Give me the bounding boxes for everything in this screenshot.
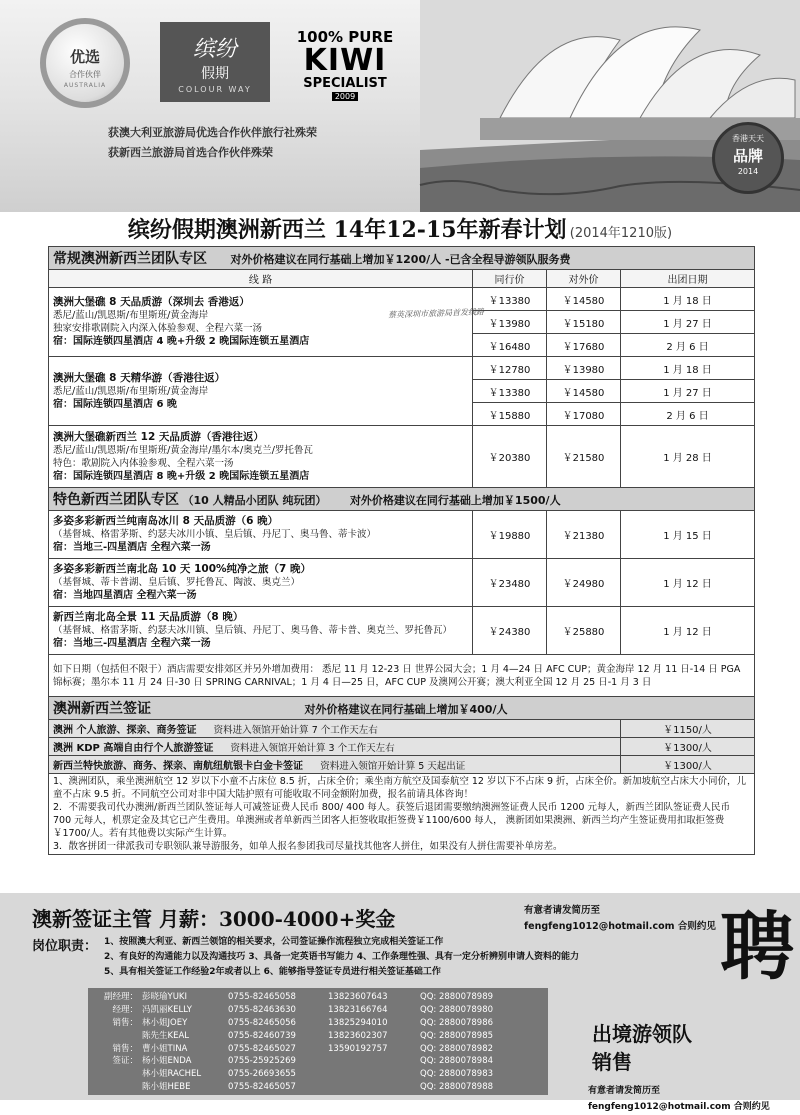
- terms-row: [49, 774, 755, 855]
- tour-stay: 宿：国际连锁四星酒店 6 晚: [53, 398, 177, 410]
- partner-logo: [40, 18, 130, 108]
- departure-date: 1 月 15 日: [621, 511, 755, 559]
- section-regular-note: 对外价格建议在同行基础上增加￥1200/人 -已含全程导游领队服务费: [230, 253, 571, 266]
- price-table: [48, 246, 755, 855]
- contact-mobile: 13823166764: [328, 1004, 388, 1015]
- contact-row: [94, 1067, 542, 1080]
- visa-price: ￥1300/人: [621, 756, 755, 774]
- surcharge-note-row: [49, 655, 755, 697]
- contact-name: 冯凯丽KELLY: [142, 1004, 192, 1015]
- tour-line: 悉尼/蓝山/凯恩斯/布里斯班/黄金海岸: [53, 385, 209, 397]
- contact-tel: 0755-82465027: [228, 1043, 296, 1054]
- public-price: ￥21580: [547, 426, 621, 488]
- contact-mobile: 13825294010: [328, 1017, 388, 1028]
- tour-title: 多姿多彩新西兰南北岛 10 天 100%纯净之旅（7 晚）: [53, 563, 311, 575]
- visa-price: ￥1150/人: [621, 720, 755, 738]
- contact-qq: QQ: 2880078986: [420, 1017, 494, 1028]
- tour-stay: 宿：当地三-四星酒店 全程六菜一汤: [53, 638, 211, 649]
- public-price: ￥24980: [547, 559, 621, 607]
- contact-name: 林小姐JOEY: [142, 1017, 188, 1028]
- table-row: [49, 426, 755, 488]
- tour-cell: [49, 357, 473, 426]
- contact-row: [94, 1003, 542, 1016]
- departure-date: 1 月 12 日: [621, 559, 755, 607]
- recruit2-title-line1: 出境游领队: [592, 1022, 692, 1046]
- contact-qq: QQ: 2880078982: [420, 1043, 494, 1054]
- departure-date: 1 月 27 日: [621, 311, 755, 334]
- contact-name: 曹小姐TINA: [142, 1043, 188, 1054]
- public-price: ￥17680: [547, 334, 621, 357]
- contact-tel: 0755-26693655: [228, 1069, 296, 1080]
- contact-row: [94, 1016, 542, 1029]
- contact-list: [88, 988, 548, 1095]
- kiwi-logo-line2: KIWI: [303, 43, 387, 78]
- tour-cell: [49, 559, 473, 607]
- trade-price: ￥13380: [473, 288, 547, 311]
- contact-mobile: 13823602307: [328, 1030, 388, 1041]
- duty-item: 5、具有相关签证工作经验2年或者以上 6、能够指导签证专员进行相关签证基础工作: [104, 967, 441, 977]
- page-title-version: (2014年1210版): [569, 226, 673, 241]
- trade-price: ￥15880: [473, 403, 547, 426]
- recruit2-apply-email: fengfeng1012@hotmail.com 合则约见: [588, 1102, 770, 1112]
- honor-newzealand: 获新西兰旅游局首选合作伙伴殊荣: [108, 146, 273, 159]
- contact-mobile: 13590192757: [328, 1043, 388, 1054]
- recruit2-apply: [588, 1083, 770, 1115]
- departure-date: 1 月 18 日: [621, 357, 755, 380]
- contact-row: [94, 1054, 542, 1067]
- departure-date: 1 月 28 日: [621, 426, 755, 488]
- contact-tel: 0755-82463630: [228, 1004, 296, 1015]
- contact-row: [94, 1042, 542, 1055]
- contact-tel: 0755-82465058: [228, 992, 296, 1002]
- tour-cell: [49, 511, 473, 559]
- trade-price: ￥20380: [473, 426, 547, 488]
- brand-seal-line2: 品牌: [732, 147, 763, 165]
- trade-price: ￥12780: [473, 357, 547, 380]
- trade-price: ￥24380: [473, 607, 547, 655]
- brand-seal: [712, 122, 784, 194]
- visa-desc: 资料进入领馆开始计算 7 个工作天左右: [213, 725, 378, 736]
- tour-line: 悉尼/蓝山/凯恩斯/布里斯班/黄金海岸/墨尔本/奥克兰/罗托鲁瓦: [53, 444, 313, 456]
- tour-line: 特色：歌剧院入内体验参观、全程六菜一汤: [53, 457, 234, 469]
- public-price: ￥25880: [547, 607, 621, 655]
- tour-stay: 宿：国际连锁四星酒店 4 晚+升级 2 晚国际连锁五星酒店: [53, 336, 310, 347]
- public-price: ￥13980: [547, 357, 621, 380]
- term-item: 1、澳洲团队，乘坐澳洲航空 12 岁以下小童不占床位 8.5 折，占床全价；乘坐南方航空及国泰航空 12 岁以下不占床 9 折，占床全价。新加坡航空占床大小同价，儿童不占床 9.5 折。不同航空公司对非中国大陆护照有可能收取不同金额附加费，报名前请具体咨询！: [53, 776, 747, 800]
- kiwi-specialist-logo: [295, 28, 395, 110]
- tour-line: （基督城、格雷茅斯、约瑟夫冰川小镇、皇后镇、丹尼丁、奥马鲁、蒂卡波）: [53, 529, 377, 540]
- recruit-title: 澳新签证主管 月薪：3000-4000+奖金: [32, 907, 396, 931]
- surcharge-note: 如下日期（包括但不限于）酒店需要安排郊区并另外增加费用： 悉尼 11 月 12-23 日 世界公园大会；1 月 4—24 日 AFC CUP；黄金海岸 12 月 11 日-14 日 PGA 锦标赛；墨尔本 11 月 24 日-30 日 SPRING CARNIVAL；1 月 4 日—25 日，AFC CUP 及澳网公开赛；澳大利亚全国 12 月 25 日-1 月 3 日: [49, 655, 755, 697]
- page-title-main: 缤纷假期澳洲新西兰 14年12-15年新春计划: [127, 217, 567, 243]
- visa-row: [49, 738, 755, 756]
- brand-seal-line1: 香港天天: [732, 134, 764, 143]
- price-sheet: [48, 246, 754, 855]
- public-price: ￥14580: [547, 288, 621, 311]
- section-visa-note: 对外价格建议在同行基础上增加￥400/人: [304, 703, 508, 716]
- contact-tel: 0755-82465056: [228, 1017, 296, 1028]
- contact-name: 陈小姐HEBE: [142, 1082, 191, 1093]
- table-header-row: [49, 270, 755, 288]
- visa-row: [49, 756, 755, 774]
- colourway-logo-line2: 假期: [201, 66, 229, 82]
- recruit2-title-line2: 销售: [592, 1050, 632, 1074]
- partner-logo-line3: AUSTRALIA: [63, 82, 107, 89]
- recruit2-title: [592, 1020, 692, 1076]
- tour-line: （基督城、蒂卡普湖、皇后镇、罗托鲁瓦、陶波、奥克兰）: [53, 577, 301, 588]
- tour-title: 新西兰南北岛全景 11 天品质游（8 晚）: [53, 611, 244, 623]
- contact-role: 签证：: [112, 1056, 138, 1067]
- departure-date: 2 月 6 日: [621, 334, 755, 357]
- departure-date: 2 月 6 日: [621, 403, 755, 426]
- page-title: [0, 213, 800, 244]
- contact-qq: QQ: 2880078989: [420, 992, 494, 1002]
- contact-row: [94, 1029, 542, 1042]
- tour-cell: [49, 426, 473, 488]
- colourway-logo-line1: 缤纷: [192, 37, 237, 62]
- header-banner: [0, 0, 800, 212]
- visa-name: 新西兰特快旅游、商务、探亲、南航纽航银卡白金卡签证: [53, 761, 303, 772]
- colourway-logo-line3: COLOUR WAY: [178, 85, 252, 94]
- public-price: ￥21380: [547, 511, 621, 559]
- partner-logo-line1: 优选: [69, 48, 100, 66]
- contact-role: 经理：: [112, 1004, 138, 1015]
- recruit-apply-email: fengfeng1012@hotmail.com 合则约见: [524, 921, 716, 932]
- section-nz-sub: （10 人精品小团队 纯玩团）: [182, 494, 327, 507]
- public-price: ￥17080: [547, 403, 621, 426]
- term-item: 3．散客拼团一律派我司专职领队兼导游服务，如单人报名参团我司尽量找其他客人拼住，如果没有人拼住需要补单房差。: [53, 841, 563, 852]
- contact-qq: QQ: 2880078988: [420, 1082, 494, 1093]
- departure-date: 1 月 12 日: [621, 607, 755, 655]
- section-header-visa: [49, 697, 755, 720]
- section-header-regular: [49, 247, 755, 270]
- table-row: [49, 357, 755, 380]
- brand-seal-line3: 2014: [737, 167, 759, 176]
- visa-desc: 资料进入领馆开始计算 3 个工作天左右: [230, 743, 395, 754]
- kiwi-logo-line1: 100% PURE: [296, 28, 394, 46]
- kiwi-logo-line4: 2009: [332, 92, 358, 101]
- tour-title: 澳洲大堡礁新西兰 12 天品质游（香港往返）: [53, 430, 264, 443]
- departure-date: 1 月 18 日: [621, 288, 755, 311]
- visa-row: [49, 720, 755, 738]
- recruit-duties: [104, 935, 714, 980]
- tour-line: （基督城、格雷茅斯、约瑟夫冰川镇、皇后镇、丹尼丁、奥马鲁、蒂卡普、奥克兰、罗托鲁瓦）: [53, 625, 453, 636]
- contact-row: [94, 990, 542, 1003]
- contact-tel: 0755-25925269: [228, 1056, 296, 1067]
- contact-qq: QQ: 2880078984: [420, 1056, 494, 1067]
- contact-role: 销售：: [112, 1043, 138, 1054]
- visa-name: 澳洲 KDP 高端自由行个人旅游签证: [53, 743, 214, 754]
- trade-price: ￥16480: [473, 334, 547, 357]
- contact-name: 林小姐RACHEL: [142, 1069, 202, 1080]
- contact-qq: QQ: 2880078985: [420, 1030, 494, 1041]
- contact-qq: QQ: 2880078983: [420, 1069, 494, 1080]
- public-price: ￥15180: [547, 311, 621, 334]
- visa-price: ￥1300/人: [621, 738, 755, 756]
- route-stamp: 蔡英深圳市旅游局首发线路: [387, 307, 485, 320]
- contact-role: 销售：: [112, 1017, 138, 1028]
- recruit2-apply-line1: 有意者请发简历至: [588, 1086, 661, 1096]
- visa-desc: 资料进入领馆开始计算 5 天起出证: [320, 761, 466, 772]
- col-public-header: 对外价: [547, 270, 621, 288]
- trade-price: ￥13380: [473, 380, 547, 403]
- recruit-apply-line1: 有意者请发简历至: [524, 905, 601, 916]
- contact-name: 彭晓瑜YUKI: [142, 992, 187, 1002]
- public-price: ￥14580: [547, 380, 621, 403]
- honor-australia: 获澳大利亚旅游局优选合作伙伴旅行社殊荣: [108, 126, 317, 139]
- recruitment-panel: [0, 893, 800, 1112]
- table-row: [49, 559, 755, 607]
- tour-cell: [49, 607, 473, 655]
- duty-item: 2、有良好的沟通能力以及沟通技巧 3、具备一定英语书写能力 4、工作条理性强、具有一定分析辨别申请人资料的能力: [104, 952, 580, 962]
- recruit-big-char: 聘: [720, 904, 794, 990]
- contact-tel: 0755-82465057: [228, 1082, 296, 1093]
- contact-role: 副经理：: [103, 992, 138, 1002]
- section-visa-name: 澳洲新西兰签证: [53, 701, 151, 717]
- col-trade-header: 同行价: [473, 270, 547, 288]
- trade-price: ￥19880: [473, 511, 547, 559]
- col-route-header: 线 路: [49, 270, 473, 288]
- tour-cell: [49, 288, 473, 357]
- kiwi-logo-line3: SPECIALIST: [303, 76, 387, 91]
- trade-price: ￥13980: [473, 311, 547, 334]
- table-row: [49, 511, 755, 559]
- tour-line: 独家安排歌剧院入内深入体验参观、全程六菜一汤: [53, 323, 263, 334]
- contact-name: 陈先生KEAL: [142, 1030, 189, 1041]
- contact-row: [94, 1080, 542, 1093]
- tour-stay: 宿：当地三-四星酒店 全程六菜一汤: [53, 542, 211, 553]
- tour-title: 多姿多彩新西兰纯南岛冰川 8 天品质游（6 晚）: [53, 515, 279, 527]
- section-nz-name: 特色新西兰团队专区: [53, 492, 179, 508]
- table-row: [49, 607, 755, 655]
- contact-qq: QQ: 2880078980: [420, 1004, 494, 1015]
- tour-stay: 宿：国际连锁四星酒店 8 晚+升级 2 晚国际连锁五星酒店: [53, 470, 310, 482]
- terms: [49, 774, 755, 855]
- partner-logo-line2: 合作伙伴: [69, 70, 101, 79]
- recruit-duty-label: 岗位职责：: [32, 939, 98, 954]
- section-regular-name: 常规澳洲新西兰团队专区: [53, 251, 207, 267]
- tour-title: 澳洲大堡礁 8 天精华游（香港往返）: [53, 371, 226, 384]
- colourway-logo: [160, 22, 270, 102]
- tour-stay: 宿：当地四星酒店 全程六菜一汤: [53, 590, 197, 601]
- visa-name: 澳洲 个人旅游、探亲、商务签证: [53, 725, 197, 736]
- trade-price: ￥23480: [473, 559, 547, 607]
- tour-title: 澳洲大堡礁 8 天品质游（深圳去 香港返）: [53, 296, 250, 308]
- tour-line: 悉尼/蓝山/凯恩斯/布里斯班/黄金海岸: [53, 310, 209, 321]
- duty-item: 1、按照澳大利亚、新西兰领馆的相关要求，公司签证操作流程独立完成相关签证工作: [104, 937, 444, 947]
- section-header-newzealand: [49, 488, 755, 511]
- section-nz-note: 对外价格建议在同行基础上增加￥1500/人: [349, 494, 561, 507]
- departure-date: 1 月 27 日: [621, 380, 755, 403]
- contact-name: 杨小姐ENDA: [142, 1056, 192, 1067]
- term-item: 2．不需要我司代办澳洲/新西兰团队签证每人可减签证费人民币 800/ 400 每人。获签后退团需要缴纳澳洲签证费人民币 1200 元每人，新西兰团队签证费人民币 700 元每人，机票定金及其它已产生费用。单澳洲或者单新西兰团客人拒签收取拒签费￥1100/600 每人， 澳新团如果澳洲、新西兰均产生签证费用扣取拒签费￥1700/人。若有其他费以实际产生计算。: [53, 802, 730, 839]
- contact-tel: 0755-82460739: [228, 1030, 296, 1041]
- contact-mobile: 13823607643: [328, 992, 388, 1002]
- col-date-header: 出团日期: [621, 270, 755, 288]
- table-row: [49, 288, 755, 311]
- recruit-apply: [524, 903, 716, 935]
